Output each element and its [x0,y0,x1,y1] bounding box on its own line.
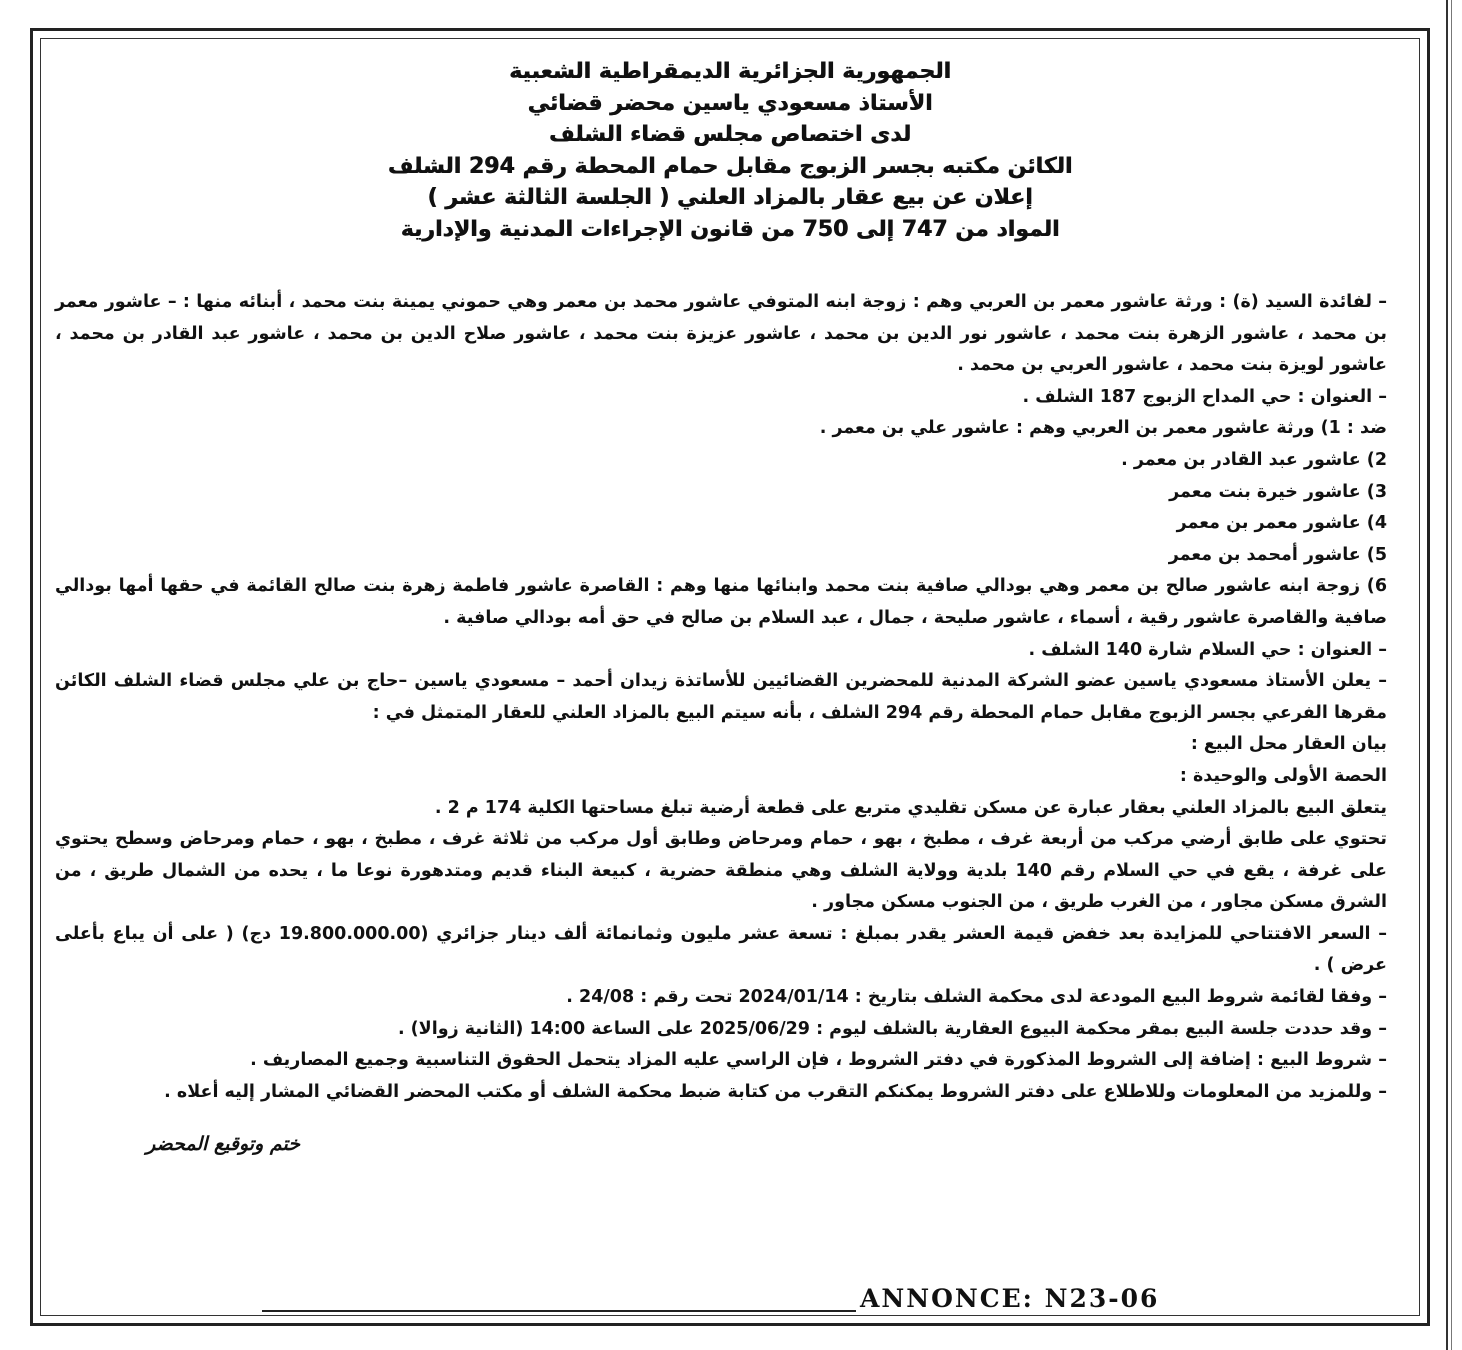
defendant-3: 3) عاشور خيرة بنت معمر [1169,481,1387,502]
beneficiaries-paragraph: – لفائدة السيد (ة) : ورثة عاشور معمر بن العربي وهم : زوجة ابنه المتوفي عاشور محمد بن معمر وهي حموني يمينة بنت محمد ، أبنائه منها : – عاشور معمر بن محمد ، عاشور الزهرة بنت محمد ، عاشور نور الدين بن محمد ، عاشور عزيزة بنت محمد ، عاشور صلاح الدين بن محمد ، عاشور عبد القادر بن محمد ، عاشور لويزة بنت محمد ، عاشور العربي بن محمد . [55,292,1387,376]
annonce-number: ANNONCE: N23-06 [860,1284,1160,1313]
property-heading: بيان العقار محل البيع : [1190,734,1387,755]
header-bailiff-name: الأستاذ مسعودي ياسين محضر قضائي [527,90,933,116]
header-jurisdiction: لدى اختصاص مجلس قضاء الشلف [548,122,912,147]
defendant-2: 2) عاشور عبد القادر بن معمر . [1121,449,1387,470]
more-info: – وللمزيد من المعلومات وللاطلاع على دفتر الشروط يمكنكم التقرب من كتابة ضبط محكمة الشلف أو مكتب المحضر القضائي المشار إليه أعلاه . [164,1081,1387,1102]
bailiff-signature: ختم وتوقيع المحضر [146,1133,300,1155]
page-edge [1446,0,1452,1350]
sale-conditions-deposit: – وفقا لقائمة شروط البيع المودعة لدى محكمة الشلف بتاريخ : 2024/01/14 تحت رقم : 24/08 . [566,987,1387,1008]
property-description: يتعلق البيع بالمزاد العلني بعقار عبارة عن مسكن تقليدي متربع على قطعة أرضية تبلغ مساحتها الكلية 174 م 2 . [434,797,1387,818]
announcement-paragraph: – يعلن الأستاذ مسعودي ياسين عضو الشركة المدنية للمحضرين القضائيين للأساتذة زيدان أحمد – مسعودي ياسين –حاج بن علي مجلس قضاء الشلف الكائن مقرها الفرعي بجسر الزبوج مقابل حمام المحطة رقم 294 الشلف ، بأنه سيتم البيع بالمزاد العلني للعقار المتمثل في : [55,671,1387,723]
defendant-1: ضد : 1) ورثة عاشور معمر بن العربي وهم : عاشور علي بن معمر . [819,418,1387,439]
header-notice-title: إعلان عن بيع عقار بالمزاد العلني ( الجلسة الثالثة عشر ) [427,185,1033,210]
header-republic: الجمهورية الجزائرية الديمقراطية الشعبية [509,59,951,84]
property-details: تحتوي على طابق أرضي مركب من أربعة غرف ، مطبخ ، بهو ، حمام ومرحاض وطابق أول مركب من ثلاثة غرف ، مطبخ ، بهو ، حمام ومرحاض وسطح يحتوي على غرفة ، يقع في حي السلام رقم 140 بلدية وولاية الشلف وهي منطقة حضرية ، كبيعة البناء قديم ومتدهورة نوعا ما ، يحده من الشمال طريق ، من الشرق مسكن مجاور ، من الغرب طريق ، من الجنوب مسكن مجاور . [55,829,1387,913]
defendant-4: 4) عاشور معمر بن معمر [1176,513,1387,534]
sale-session-date: – وقد حددت جلسة البيع بمقر محكمة البيوع العقارية بالشلف ليوم : 2025/06/29 على الساعة 14:00 (الثانية زوالا) . [397,1018,1387,1039]
notice-header [60,56,1400,245]
defendant-5: 5) عاشور أمحمد بن معمر [1168,544,1387,565]
sale-conditions: – شروط البيع : إضافة إلى الشروط المذكورة في دفتر الشروط ، فإن الراسي عليه المزاد يتحمل الحقوق التناسبية وجميع المصاريف . [250,1050,1387,1071]
defendant-6: 6) زوجة ابنه عاشور صالح بن معمر وهي بودالي صافية بنت محمد وابنائها منها وهم : القاصرة عاشور فاطمة زهرة بنت صالح القائمة في حقها أمها بودالي صافية والقاصرة عاشور رقية ، أسماء ، عاشور صليحة ، جمال ، عبد السلام بن صالح في حق أمه بودالي صافية . [55,576,1387,628]
opening-price: – السعر الافتتاحي للمزايدة بعد خفض قيمة العشر يقدر بمبلغ : تسعة عشر مليون وثمانمائة ألف دينار جزائري (19.800.000.00 دج) ( على أن يباع بأعلى عرض ) . [55,923,1387,976]
header-office-address: الكائن مكتبه بجسر الزبوج مقابل حمام المحطة رقم 294 الشلف [387,153,1073,179]
beneficiaries-address: – العنوان : حي المداح الزبوج 187 الشلف . [1022,386,1387,407]
defendants-address: – العنوان : حي السلام شارة 140 الشلف . [1028,639,1387,660]
footer-rule [262,1310,856,1312]
header-legal-articles: المواد من 747 إلى 750 من قانون الإجراءات المدنية والإدارية [400,216,1060,242]
lot-heading: الحصة الأولى والوحيدة : [1179,765,1387,786]
notice-body [55,287,1387,1108]
